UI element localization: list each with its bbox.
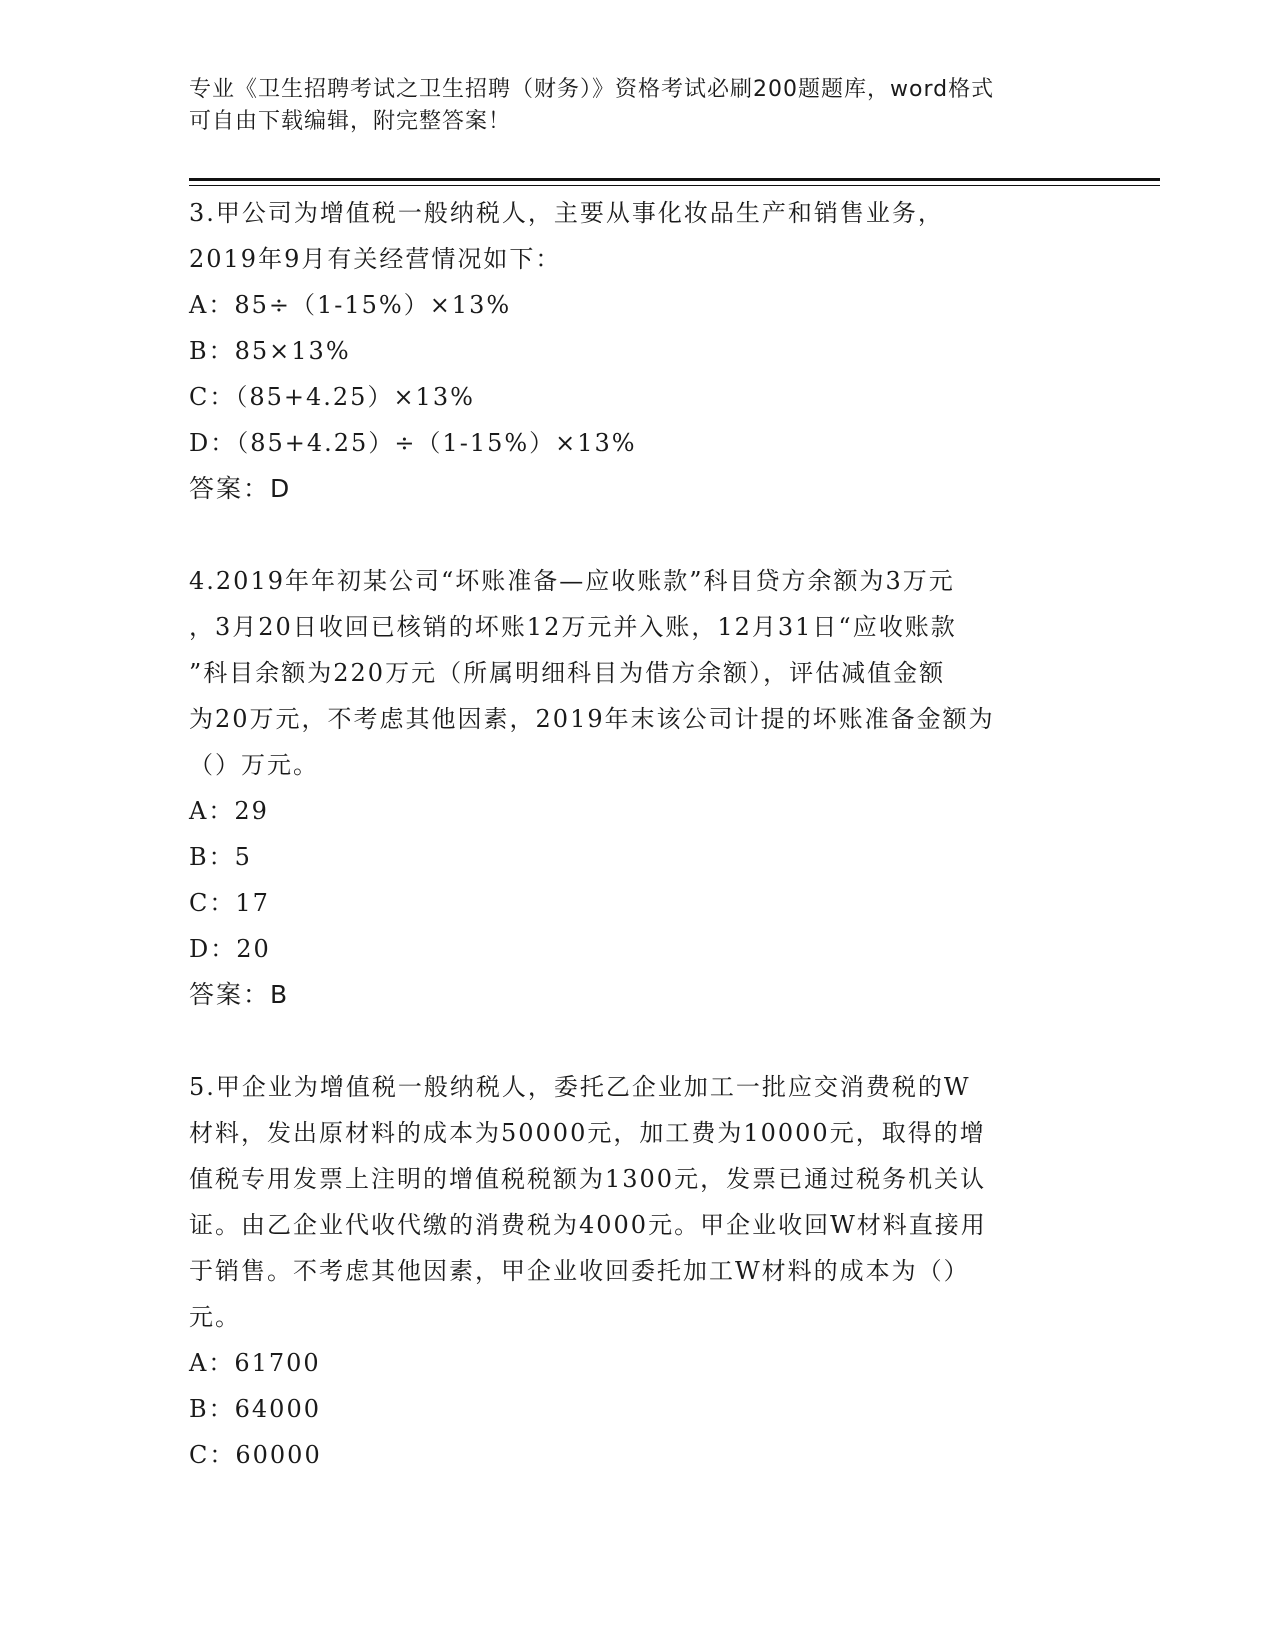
question-stem-line: （）万元。: [189, 751, 319, 779]
option-d: D：（85+4.25）÷（1-15%）×13%: [189, 429, 637, 457]
question-5: [189, 1064, 1089, 1478]
question-stem-line: 4.2019年年初某公司“坏账准备—应收账款”科目贷方余额为3万元: [189, 567, 955, 595]
question-stem-line: 证。由乙企业代收代缴的消费税为4000元。甲企业收回W材料直接用: [189, 1211, 987, 1239]
question-stem-line: 2019年9月有关经营情况如下：: [189, 245, 562, 273]
option-a: A：85÷（1-15%）×13%: [189, 291, 512, 319]
question-list: [189, 190, 1089, 1478]
header-line-2: 可自由下载编辑，附完整答案！: [189, 109, 512, 134]
document-header: [189, 74, 1089, 138]
question-stem-line: 值税专用发票上注明的增值税税额为1300元，发票已通过税务机关认: [189, 1165, 987, 1193]
question-stem-line: 为20万元，不考虑其他因素，2019年末该公司计提的坏账准备金额为: [189, 705, 995, 733]
question-gap: [189, 512, 1089, 558]
question-stem-line: 于销售。不考虑其他因素，甲企业收回委托加工W材料的成本为（）: [189, 1257, 970, 1285]
option-b: B：85×13%: [189, 337, 351, 365]
question-gap: [189, 1018, 1089, 1064]
question-stem-line: 5.甲企业为增值税一般纳税人，委托乙企业加工一批应交消费税的W: [189, 1073, 971, 1101]
question-stem-line: 元。: [189, 1303, 241, 1331]
header-line-1: 专业《卫生招聘考试之卫生招聘（财务）》资格考试必刷200题题库，word格式: [189, 77, 995, 102]
question-stem-line: 材料，发出原材料的成本为50000元，加工费为10000元，取得的增: [189, 1119, 986, 1147]
question-3: [189, 190, 1089, 512]
option-d: D：20: [189, 935, 271, 963]
answer-line: 答案：D: [189, 474, 292, 503]
option-b: B：5: [189, 843, 252, 871]
option-c: C：60000: [189, 1441, 322, 1469]
answer-line: 答案：B: [189, 980, 290, 1009]
question-stem-line: ，3月20日收回已核销的坏账12万元并入账，12月31日“应收账款: [189, 613, 957, 641]
option-list: [189, 282, 1089, 466]
question-stem-line: ”科目余额为220万元（所属明细科目为借方余额），评估减值金额: [189, 659, 946, 687]
option-c: C：17: [189, 889, 270, 917]
option-a: A：29: [189, 797, 269, 825]
option-list: [189, 1340, 1089, 1478]
option-b: B：64000: [189, 1395, 321, 1423]
option-a: A：61700: [189, 1349, 321, 1377]
question-stem-line: 3.甲公司为增值税一般纳税人，主要从事化妆品生产和销售业务，: [189, 199, 944, 227]
option-c: C：（85+4.25）×13%: [189, 383, 475, 411]
header-divider-thin: [189, 185, 1160, 186]
question-4: [189, 558, 1089, 1018]
option-list: [189, 788, 1089, 972]
header-divider-thick: [189, 178, 1160, 181]
